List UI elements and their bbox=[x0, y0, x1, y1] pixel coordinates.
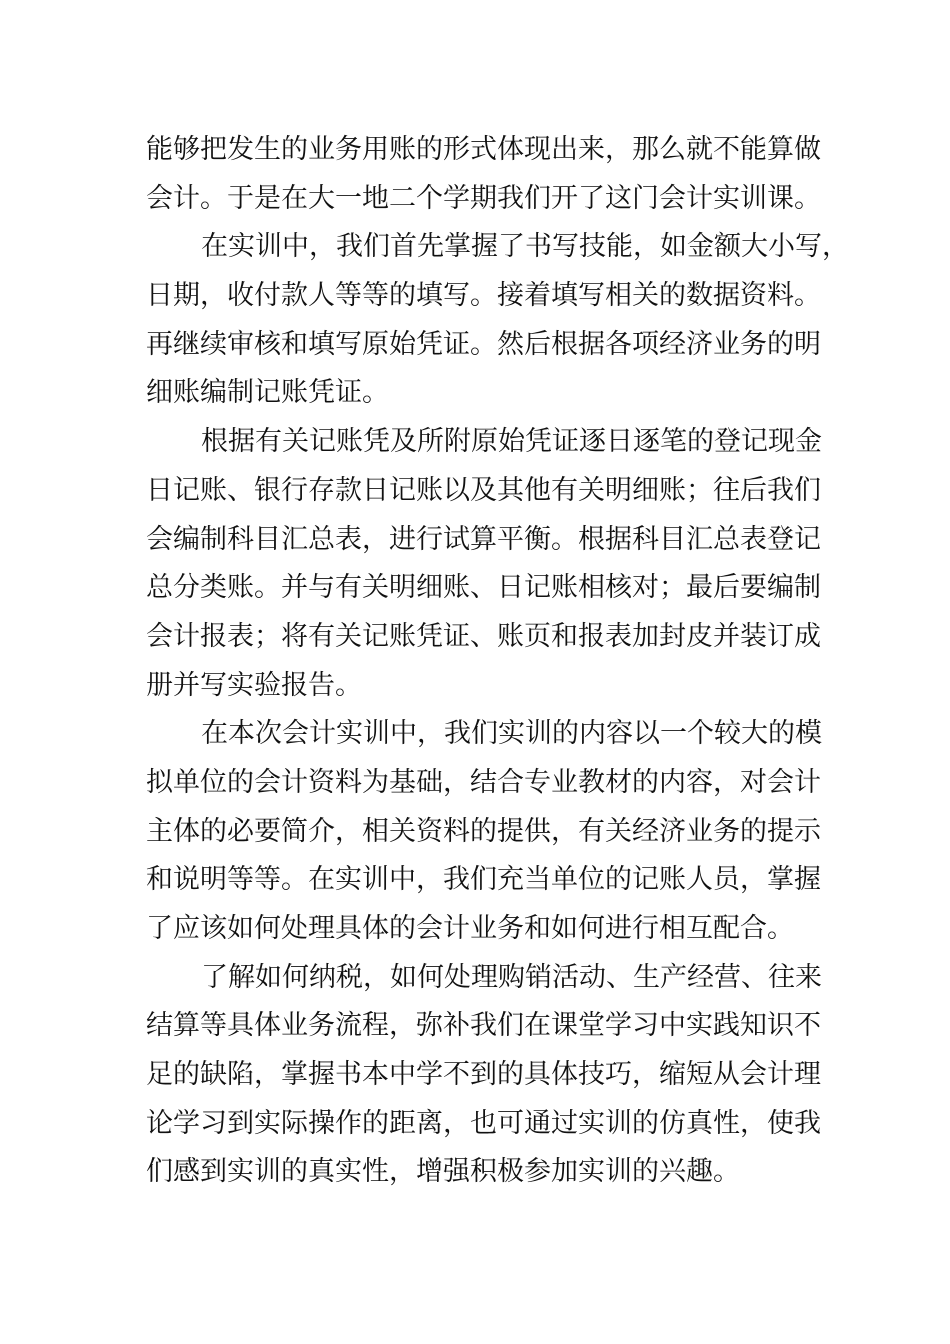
text-line: 拟单位的会计资料为基础，结合专业教材的内容，对会计 bbox=[146, 766, 821, 798]
text-line: 结算等具体业务流程，弥补我们在课堂学习中实践知识不 bbox=[146, 1010, 821, 1042]
text-line: 日期，收付款人等等的填写。接着填写相关的数据资料。 bbox=[146, 280, 821, 312]
paragraph-first-line: 在本次会计实训中，我们实训的内容以一个较大的模 bbox=[201, 718, 822, 750]
paragraph-first-line: 在实训中，我们首先掌握了书写技能，如金额大小写， bbox=[201, 231, 849, 263]
document-body bbox=[146, 126, 849, 1197]
text-line: 和说明等等。在实训中，我们充当单位的记账人员，掌握 bbox=[146, 864, 821, 896]
text-line: 能够把发生的业务用账的形式体现出来，那么就不能算做 bbox=[146, 134, 821, 165]
text-line: 了应该如何处理具体的会计业务和如何进行相互配合。 bbox=[146, 913, 794, 944]
text-line: 总分类账。并与有关明细账、日记账相核对；最后要编制 bbox=[146, 572, 821, 604]
text-line: 们感到实训的真实性，增强积极参加实训的兴趣。 bbox=[146, 1156, 740, 1188]
text-line: 细账编制记账凭证。 bbox=[146, 377, 389, 409]
text-line: 主体的必要简介，相关资料的提供，有关经济业务的提示 bbox=[146, 815, 821, 847]
text-line: 日记账、银行存款日记账以及其他有关明细账；往后我们 bbox=[146, 474, 821, 506]
paragraph-first-line: 根据有关记账凭及所附原始凭证逐日逐笔的登记现金 bbox=[201, 426, 822, 458]
text-line: 会编制科目汇总表，进行试算平衡。根据科目汇总表登记 bbox=[146, 523, 821, 555]
text-line: 论学习到实际操作的距离，也可通过实训的仿真性，使我 bbox=[146, 1107, 821, 1139]
text-line: 会计。于是在大一地二个学期我们开了这门会计实训课。 bbox=[146, 182, 821, 214]
text-line: 册并写实验报告。 bbox=[146, 669, 362, 701]
paragraph-first-line: 了解如何纳税，如何处理购销活动、生产经营、往来 bbox=[201, 961, 822, 993]
text-line: 会计报表；将有关记账凭证、账页和报表加封皮并装订成 bbox=[146, 620, 821, 652]
text-line: 再继续审核和填写原始凭证。然后根据各项经济业务的明 bbox=[146, 328, 821, 360]
text-line: 足的缺陷，掌握书本中学不到的具体技巧，缩短从会计理 bbox=[146, 1059, 821, 1091]
